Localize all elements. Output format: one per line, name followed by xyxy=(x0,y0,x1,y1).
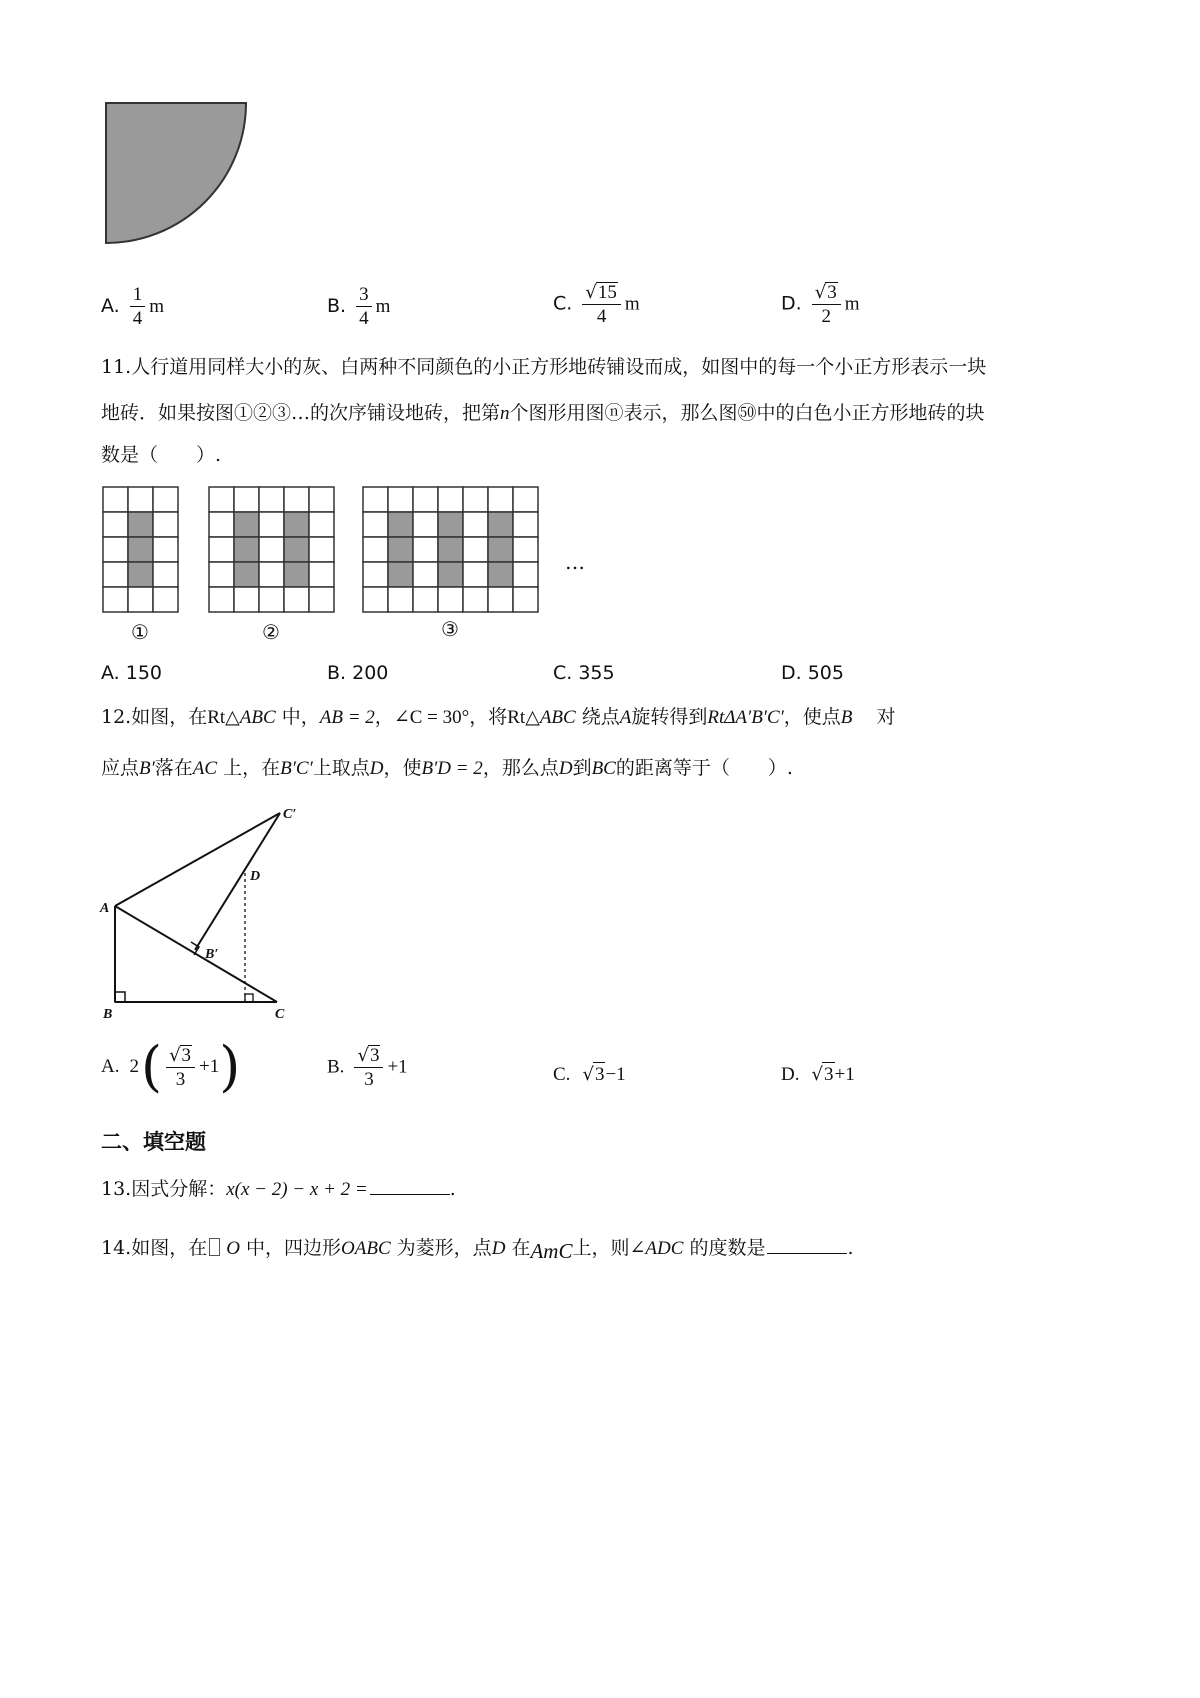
q14-answer-blank[interactable] xyxy=(767,1235,847,1254)
white-tile xyxy=(363,487,388,512)
white-tile xyxy=(128,587,153,612)
white-tile xyxy=(363,587,388,612)
gray-tile xyxy=(388,512,413,537)
label-B: B xyxy=(103,1007,113,1022)
gray-tile xyxy=(488,537,513,562)
white-tile xyxy=(513,587,538,612)
tile-figure-label-1: ① xyxy=(131,620,149,644)
q14-line: 14.如图，在 O 中，四边形OABC 为菱形，点D 在AmC上，则∠ADC 的度数是 . xyxy=(101,1237,854,1263)
white-tile xyxy=(388,487,413,512)
white-tile xyxy=(363,562,388,587)
white-tile xyxy=(463,587,488,612)
white-tile xyxy=(259,562,284,587)
white-tile xyxy=(463,487,488,512)
q12-option-c[interactable]: C. √3−1 xyxy=(553,1064,626,1085)
tile-figure-2 xyxy=(208,486,342,616)
q10-option-c[interactable]: C. $\frac{√15}{4}$ m xyxy=(553,282,640,327)
q11-option-b[interactable]: B. 200 xyxy=(327,662,389,684)
white-tile xyxy=(234,487,259,512)
white-tile xyxy=(259,587,284,612)
q10-option-a[interactable]: A. $\frac{1}{4}$ m xyxy=(101,284,165,329)
white-tile xyxy=(103,537,128,562)
gray-tile xyxy=(488,512,513,537)
white-tile xyxy=(153,537,178,562)
white-tile xyxy=(309,562,334,587)
white-tile xyxy=(438,587,463,612)
white-tile xyxy=(259,537,284,562)
q12-line-1: 12.如图，在Rt△ABC 中，AB = 2，∠C = 30°，将Rt△ABC 绕点A旋转得到RtΔA′B′C′，使点B 对 xyxy=(101,706,896,728)
gray-tile xyxy=(438,562,463,587)
q12-option-b[interactable]: B. $\frac{√3}{3}$ +1 xyxy=(327,1045,408,1090)
white-tile xyxy=(413,512,438,537)
q13-line: 13.因式分解：x(x − 2) − x + 2 = . xyxy=(101,1178,456,1200)
section-title: 二、填空题 xyxy=(101,1129,206,1154)
missing-glyph-box xyxy=(209,1238,220,1256)
tile-figure-label-2: ② xyxy=(262,620,280,644)
white-tile xyxy=(284,587,309,612)
tile-figure-1 xyxy=(102,486,186,616)
white-tile xyxy=(463,562,488,587)
white-tile xyxy=(363,537,388,562)
white-tile xyxy=(103,487,128,512)
white-tile xyxy=(209,587,234,612)
gray-tile xyxy=(128,537,153,562)
q12-line-2: 应点B′落在AC 上，在B′C′上取点D，使B′D = 2，那么点D到BC的距离等于（ ）. xyxy=(101,757,793,779)
q13-answer-blank[interactable] xyxy=(370,1176,450,1195)
white-tile xyxy=(488,587,513,612)
white-tile xyxy=(153,562,178,587)
white-tile xyxy=(309,537,334,562)
q10-option-d[interactable]: D. $\frac{√3}{2}$ m xyxy=(781,282,860,327)
white-tile xyxy=(413,487,438,512)
white-tile xyxy=(103,512,128,537)
white-tile xyxy=(513,487,538,512)
q11-line-1: 11.人行道用同样大小的灰、白两种不同颜色的小正方形地砖铺设而成，如图中的每一个小正方形表示一块 xyxy=(101,356,987,378)
white-tile xyxy=(153,587,178,612)
tile-figure-3 xyxy=(362,486,546,616)
white-tile xyxy=(513,512,538,537)
q10-option-b[interactable]: B. $\frac{3}{4}$ m xyxy=(327,284,391,329)
white-tile xyxy=(488,487,513,512)
white-tile xyxy=(153,487,178,512)
white-tile xyxy=(438,487,463,512)
gray-tile xyxy=(128,512,153,537)
white-tile xyxy=(309,487,334,512)
white-tile xyxy=(413,587,438,612)
white-tile xyxy=(413,562,438,587)
white-tile xyxy=(463,537,488,562)
label-B-prime: B′ xyxy=(205,947,219,962)
white-tile xyxy=(284,487,309,512)
white-tile xyxy=(463,512,488,537)
white-tile xyxy=(103,562,128,587)
white-tile xyxy=(513,562,538,587)
white-tile xyxy=(209,562,234,587)
white-tile xyxy=(153,512,178,537)
q11-option-a[interactable]: A. 150 xyxy=(101,662,163,684)
label-D: D xyxy=(250,869,261,884)
white-tile xyxy=(513,537,538,562)
gray-tile xyxy=(284,562,309,587)
white-tile xyxy=(128,487,153,512)
gray-tile xyxy=(234,512,259,537)
gray-tile xyxy=(284,512,309,537)
gray-tile xyxy=(438,537,463,562)
gray-tile xyxy=(388,562,413,587)
q11-line-2: 地砖．如果按图①②③…的次序铺设地砖，把第n个图形用图ⓝ表示，那么图㊿中的白色小正方形地砖的块 xyxy=(101,402,985,424)
tile-ellipsis: … xyxy=(565,550,585,574)
gray-tile xyxy=(388,537,413,562)
q12-option-d[interactable]: D. √3+1 xyxy=(781,1064,855,1085)
q12-option-a[interactable]: A. 2 ( $\frac{√3}{3}$ +1 ) xyxy=(101,1035,241,1098)
white-tile xyxy=(234,587,259,612)
gray-tile xyxy=(284,537,309,562)
white-tile xyxy=(259,487,284,512)
q11-option-c[interactable]: C. 355 xyxy=(553,662,615,684)
white-tile xyxy=(363,512,388,537)
label-A: A xyxy=(100,901,110,916)
white-tile xyxy=(209,537,234,562)
tile-figure-label-3: ③ xyxy=(441,617,459,641)
gray-tile xyxy=(128,562,153,587)
gray-tile xyxy=(234,562,259,587)
quarter-circle-figure xyxy=(100,98,250,248)
white-tile xyxy=(209,487,234,512)
gray-tile xyxy=(234,537,259,562)
triangle-rotation-diagram xyxy=(95,800,315,1025)
q11-line-3: 数是（ ）. xyxy=(101,444,222,466)
q11-option-d[interactable]: D. 505 xyxy=(781,662,844,684)
white-tile xyxy=(309,587,334,612)
white-tile xyxy=(413,537,438,562)
label-C: C xyxy=(275,1007,285,1022)
white-tile xyxy=(259,512,284,537)
white-tile xyxy=(388,587,413,612)
white-tile xyxy=(309,512,334,537)
gray-tile xyxy=(438,512,463,537)
white-tile xyxy=(103,587,128,612)
white-tile xyxy=(209,512,234,537)
label-C-prime: C′ xyxy=(283,807,297,822)
gray-tile xyxy=(488,562,513,587)
